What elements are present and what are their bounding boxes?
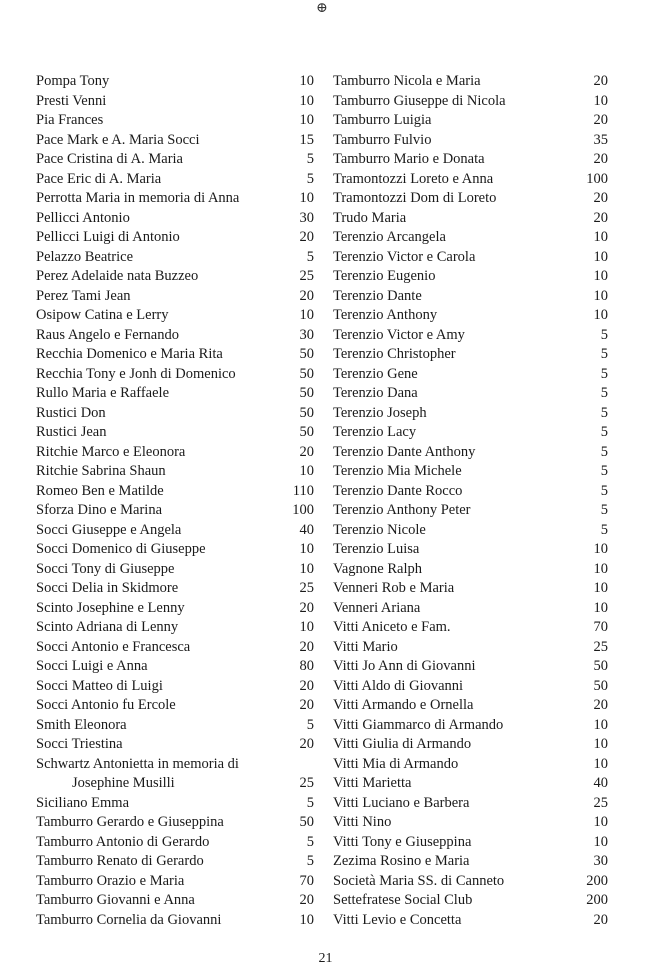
donation-amount: 10	[299, 190, 314, 206]
donor-name: Siciliano Emma	[36, 794, 130, 811]
donor-name: Scinto Adriana di Lenny	[36, 619, 179, 635]
donor-row	[333, 482, 608, 502]
donation-amount: 5	[600, 502, 608, 518]
donor-row	[36, 852, 314, 872]
donor-row	[36, 501, 314, 521]
donor-row	[333, 774, 608, 794]
donor-row	[36, 813, 314, 833]
donation-amount: 100	[292, 502, 314, 518]
donation-amount: 20	[593, 911, 608, 928]
donation-amount: 80	[299, 658, 314, 674]
donor-row	[36, 891, 314, 911]
donation-amount: 200	[586, 892, 608, 908]
donation-amount: 10	[593, 560, 608, 577]
donor-name: Terenzio Christopher	[333, 346, 456, 362]
donor-name: Terenzio Arcangela	[333, 229, 446, 245]
donor-row	[333, 131, 608, 151]
donation-amount: 10	[593, 755, 608, 772]
donation-amount: 10	[299, 463, 314, 479]
donor-row	[333, 813, 608, 833]
donor-name: Tamburro Renato di Gerardo	[36, 853, 204, 869]
donation-amount: 5	[600, 365, 608, 382]
donor-name: Socci Delia in Skidmore	[36, 580, 179, 596]
donation-amount: 50	[593, 677, 608, 694]
donation-amount: 20	[299, 677, 314, 694]
donation-amount: 20	[593, 209, 608, 226]
donation-amount: 25	[299, 580, 314, 596]
donor-name: Tamburro Luigia	[333, 112, 432, 128]
donor-name: Socci Luigi e Anna	[36, 658, 148, 674]
donation-amount: 50	[299, 424, 314, 440]
donor-name: Terenzio Lacy	[333, 424, 417, 440]
donation-amount: 20	[593, 112, 608, 128]
donor-name: Società Maria SS. di Canneto	[333, 872, 505, 889]
donor-name: Vitti Armando e Ornella	[333, 697, 474, 713]
donor-row	[36, 345, 314, 365]
donor-row	[36, 599, 314, 619]
donation-amount: 10	[299, 73, 314, 89]
donor-name: Socci Antonio fu Ercole	[36, 697, 176, 713]
donation-amount: 10	[593, 229, 608, 245]
donation-amount: 50	[299, 385, 314, 401]
donation-amount: 5	[306, 833, 314, 850]
donor-row	[36, 423, 314, 443]
page-number: 21	[318, 951, 333, 966]
donor-row	[36, 92, 314, 112]
donor-name: Socci Antonio e Francesca	[36, 638, 191, 655]
donor-name: Terenzio Dante Rocco	[333, 482, 463, 499]
donor-name: Tamburro Nicola e Maria	[333, 73, 481, 89]
donor-row	[36, 716, 314, 736]
donor-row	[333, 423, 608, 443]
donor-row	[333, 657, 608, 677]
donation-amount: 50	[593, 658, 608, 674]
donation-amount: 20	[299, 599, 314, 616]
donation-amount: 30	[593, 853, 608, 869]
donor-list-left-column	[36, 72, 314, 930]
donor-row	[333, 618, 608, 638]
donation-amount: 10	[593, 92, 608, 109]
donation-amount: 35	[593, 131, 608, 148]
donor-name: Perez Tami Jean	[36, 287, 131, 304]
donor-row	[36, 618, 314, 638]
donation-amount: 10	[299, 92, 314, 109]
donor-row	[333, 443, 608, 463]
donation-amount: 10	[299, 619, 314, 635]
donor-row	[333, 326, 608, 346]
donor-name: Vitti Giulia di Armando	[333, 736, 472, 752]
donor-row	[36, 306, 314, 326]
donor-row	[36, 111, 314, 131]
donor-name: Pace Mark e A. Maria Socci	[36, 131, 200, 148]
donation-amount: 20	[299, 229, 314, 245]
donation-amount: 5	[306, 716, 314, 733]
donation-amount: 20	[299, 287, 314, 304]
donor-name: Ritchie Marco e Eleonora	[36, 443, 186, 460]
donation-amount: 5	[600, 521, 608, 538]
donor-row	[333, 540, 608, 560]
donation-amount: 10	[593, 580, 608, 596]
donation-amount: 50	[299, 365, 314, 382]
donor-row	[36, 365, 314, 385]
donor-row	[333, 92, 608, 112]
donor-row	[36, 209, 314, 229]
donation-amount: 30	[299, 326, 314, 343]
donor-name: Settefratese Social Club	[333, 892, 473, 908]
donor-name: Socci Domenico di Giuseppe	[36, 541, 206, 557]
donor-row	[36, 638, 314, 658]
donor-row	[36, 735, 314, 755]
donor-row	[333, 150, 608, 170]
donor-name: Tamburro Mario e Donata	[333, 151, 485, 167]
donor-name: Sforza Dino e Marina	[36, 502, 163, 518]
donation-amount: 30	[299, 209, 314, 226]
donor-row	[36, 189, 314, 209]
donor-row	[36, 267, 314, 287]
donation-amount: 20	[299, 697, 314, 713]
donor-row	[36, 482, 314, 502]
donor-name: Terenzio Luisa	[333, 541, 420, 557]
donation-amount: 10	[299, 911, 314, 928]
donation-amount: 5	[306, 170, 314, 187]
donor-name: Tamburro Giovanni e Anna	[36, 892, 195, 908]
donor-row	[36, 521, 314, 541]
donor-row	[36, 696, 314, 716]
donor-row	[36, 326, 314, 346]
donor-row	[36, 677, 314, 697]
donation-amount: 40	[299, 521, 314, 538]
donor-row	[36, 911, 314, 931]
donation-amount: 50	[299, 814, 314, 830]
donor-row	[333, 852, 608, 872]
donor-name: Vitti Aniceto e Fam.	[333, 619, 451, 635]
donor-row	[36, 170, 314, 190]
donor-row	[333, 365, 608, 385]
donor-name: Vitti Mario	[333, 638, 398, 655]
donor-row	[36, 794, 314, 814]
donation-amount: 10	[593, 307, 608, 323]
donor-name: Pia Frances	[36, 112, 104, 128]
donor-row	[333, 638, 608, 658]
donor-name: Rullo Maria e Raffaele	[36, 385, 169, 401]
donor-list-right-column	[333, 72, 608, 930]
donor-name: Recchia Domenico e Maria Rita	[36, 346, 223, 362]
donor-name: Vitti Giammarco di Armando	[333, 716, 504, 733]
donor-row	[36, 540, 314, 560]
donor-row	[36, 150, 314, 170]
donor-row	[36, 443, 314, 463]
donor-row	[333, 755, 608, 775]
donor-name-line1: Schwartz Antonietta in memoria di	[36, 755, 239, 772]
donor-name: Pellicci Luigi di Antonio	[36, 229, 180, 245]
donation-amount: 20	[593, 190, 608, 206]
donor-name: Terenzio Victor e Amy	[333, 326, 465, 343]
donor-name-line2: Josephine Musilli	[72, 775, 175, 791]
donor-name: Vitti Jo Ann di Giovanni	[333, 658, 476, 674]
donor-name: Romeo Ben e Matilde	[36, 482, 164, 499]
donor-name: Tamburro Antonio di Gerardo	[36, 833, 210, 850]
donor-name: Tramontozzi Dom di Loreto	[333, 190, 497, 206]
donation-amount: 5	[600, 482, 608, 499]
donor-name: Terenzio Victor e Carola	[333, 248, 476, 265]
donor-row	[333, 228, 608, 248]
donation-amount: 5	[600, 385, 608, 401]
donation-amount: 5	[306, 151, 314, 167]
donor-row	[36, 657, 314, 677]
donor-row	[36, 579, 314, 599]
donor-row	[36, 872, 314, 892]
donor-row	[36, 384, 314, 404]
donor-row	[333, 462, 608, 482]
donor-name	[36, 755, 266, 794]
donor-name: Raus Angelo e Fernando	[36, 326, 179, 343]
donation-amount: 70	[593, 619, 608, 635]
donor-name: Pelazzo Beatrice	[36, 248, 134, 265]
donation-amount: 25	[593, 638, 608, 655]
donor-name: Vagnone Ralph	[333, 560, 422, 577]
donor-name: Perez Adelaide nata Buzzeo	[36, 268, 199, 284]
donor-name: Recchia Tony e Jonh di Domenico	[36, 365, 236, 382]
donation-amount: 10	[593, 248, 608, 265]
donor-row	[333, 189, 608, 209]
donor-name: Presti Venni	[36, 92, 107, 109]
donation-amount: 110	[292, 482, 314, 499]
donation-amount: 50	[299, 346, 314, 362]
donor-row	[333, 209, 608, 229]
donation-amount: 15	[299, 131, 314, 148]
donor-row	[333, 306, 608, 326]
donation-amount: 10	[593, 287, 608, 304]
donor-name: Terenzio Gene	[333, 365, 418, 382]
donor-row	[333, 794, 608, 814]
donation-amount: 10	[593, 814, 608, 830]
donation-amount: 5	[306, 853, 314, 869]
donation-amount: 10	[299, 307, 314, 323]
donation-amount: 5	[600, 463, 608, 479]
donor-row	[333, 501, 608, 521]
donor-name: Smith Eleonora	[36, 716, 127, 733]
donor-row	[36, 131, 314, 151]
donor-name: Socci Giuseppe e Angela	[36, 521, 182, 538]
donation-amount: 20	[299, 892, 314, 908]
donation-amount: 5	[600, 443, 608, 460]
donor-row	[333, 111, 608, 131]
donation-amount: 20	[299, 443, 314, 460]
donation-amount: 10	[593, 599, 608, 616]
donor-row	[333, 267, 608, 287]
donor-row	[333, 891, 608, 911]
donor-name: Terenzio Eugenio	[333, 268, 436, 284]
donor-row	[333, 599, 608, 619]
donor-row	[36, 560, 314, 580]
donation-amount: 25	[299, 268, 314, 284]
donation-amount: 10	[593, 268, 608, 284]
donor-name: Terenzio Joseph	[333, 404, 427, 421]
donor-name: Terenzio Nicole	[333, 521, 426, 538]
donor-name: Venneri Ariana	[333, 599, 421, 616]
donor-row	[333, 911, 608, 931]
donor-row	[333, 872, 608, 892]
donor-row	[333, 384, 608, 404]
donor-name: Tramontozzi Loreto e Anna	[333, 170, 494, 187]
donation-amount: 40	[593, 775, 608, 791]
donor-name: Venneri Rob e Maria	[333, 580, 455, 596]
donor-name: Tamburro Giuseppe di Nicola	[333, 92, 506, 109]
donor-name: Ritchie Sabrina Shaun	[36, 463, 166, 479]
donor-name: Trudo Maria	[333, 209, 407, 226]
donor-row	[36, 248, 314, 268]
donor-name: Vitti Nino	[333, 814, 392, 830]
donation-amount: 5	[306, 794, 314, 811]
donor-row	[333, 72, 608, 92]
donor-name: Terenzio Dante	[333, 287, 422, 304]
donation-amount: 5	[600, 346, 608, 362]
donation-amount: 100	[586, 170, 608, 187]
donor-row	[333, 735, 608, 755]
donor-name: Socci Triestina	[36, 736, 123, 752]
donor-name: Terenzio Dana	[333, 385, 418, 401]
donation-amount: 10	[593, 833, 608, 850]
donor-row	[333, 404, 608, 424]
donor-name: Vitti Mia di Armando	[333, 755, 459, 772]
donation-amount: 5	[306, 248, 314, 265]
donation-amount: 70	[299, 872, 314, 889]
donation-amount: 20	[593, 73, 608, 89]
donor-name: Vitti Luciano e Barbera	[333, 794, 470, 811]
donor-name: Pace Eric di A. Maria	[36, 170, 162, 187]
donation-amount: 20	[299, 638, 314, 655]
donation-amount: 10	[593, 736, 608, 752]
donation-amount: 10	[593, 716, 608, 733]
donor-row	[333, 521, 608, 541]
donor-name: Osipow Catina e Lerry	[36, 307, 169, 323]
donation-amount: 10	[593, 541, 608, 557]
donor-name: Terenzio Anthony	[333, 307, 438, 323]
donor-name: Scinto Josephine e Lenny	[36, 599, 185, 616]
donor-name: Tamburro Cornelia da Giovanni	[36, 911, 222, 928]
donation-amount: 25	[299, 775, 314, 791]
donor-name: Terenzio Mia Michele	[333, 463, 462, 479]
donor-row	[333, 170, 608, 190]
donor-name: Vitti Marietta	[333, 775, 412, 791]
donor-row	[333, 560, 608, 580]
donor-name: Pellicci Antonio	[36, 209, 130, 226]
donor-name: Socci Tony di Giuseppe	[36, 560, 175, 577]
donor-name: Vitti Levio e Concetta	[333, 911, 462, 928]
donor-row	[333, 677, 608, 697]
donor-name: Rustici Don	[36, 404, 106, 421]
donation-amount: 20	[299, 736, 314, 752]
donor-row	[333, 833, 608, 853]
donation-amount: 5	[600, 326, 608, 343]
donor-name: Rustici Jean	[36, 424, 107, 440]
donor-name: Tamburro Gerardo e Giuseppina	[36, 814, 224, 830]
donor-name: Terenzio Anthony Peter	[333, 502, 471, 518]
donor-row	[36, 404, 314, 424]
donation-amount: 5	[600, 424, 608, 440]
donor-row	[36, 833, 314, 853]
donor-row	[333, 696, 608, 716]
donor-name: Terenzio Dante Anthony	[333, 443, 476, 460]
donor-row	[36, 287, 314, 307]
donor-row	[36, 72, 314, 92]
donation-amount: 10	[299, 112, 314, 128]
donation-amount: 10	[299, 560, 314, 577]
donation-amount: 50	[299, 404, 314, 421]
donation-amount: 5	[600, 404, 608, 421]
donor-name: Vitti Tony e Giuseppina	[333, 833, 472, 850]
donation-amount: 20	[593, 697, 608, 713]
donor-row	[333, 716, 608, 736]
donor-row	[36, 462, 314, 482]
donor-name: Pompa Tony	[36, 73, 110, 89]
donor-row	[333, 287, 608, 307]
donor-row	[333, 248, 608, 268]
donation-amount: 20	[593, 151, 608, 167]
donor-name: Vitti Aldo di Giovanni	[333, 677, 464, 694]
top-ornament-mark: ⊕	[316, 1, 328, 16]
donation-amount: 25	[593, 794, 608, 811]
donor-row	[333, 345, 608, 365]
donor-name: Pace Cristina di A. Maria	[36, 151, 183, 167]
donor-row	[333, 579, 608, 599]
donor-row	[36, 755, 314, 794]
donor-name: Tamburro Fulvio	[333, 131, 432, 148]
donor-name: Tamburro Orazio e Maria	[36, 872, 185, 889]
donor-name: Socci Matteo di Luigi	[36, 677, 163, 694]
donation-amount: 200	[586, 872, 608, 889]
donor-name: Zezima Rosino e Maria	[333, 853, 470, 869]
donor-row	[36, 228, 314, 248]
donor-name: Perrotta Maria in memoria di Anna	[36, 190, 240, 206]
donation-amount: 10	[299, 541, 314, 557]
